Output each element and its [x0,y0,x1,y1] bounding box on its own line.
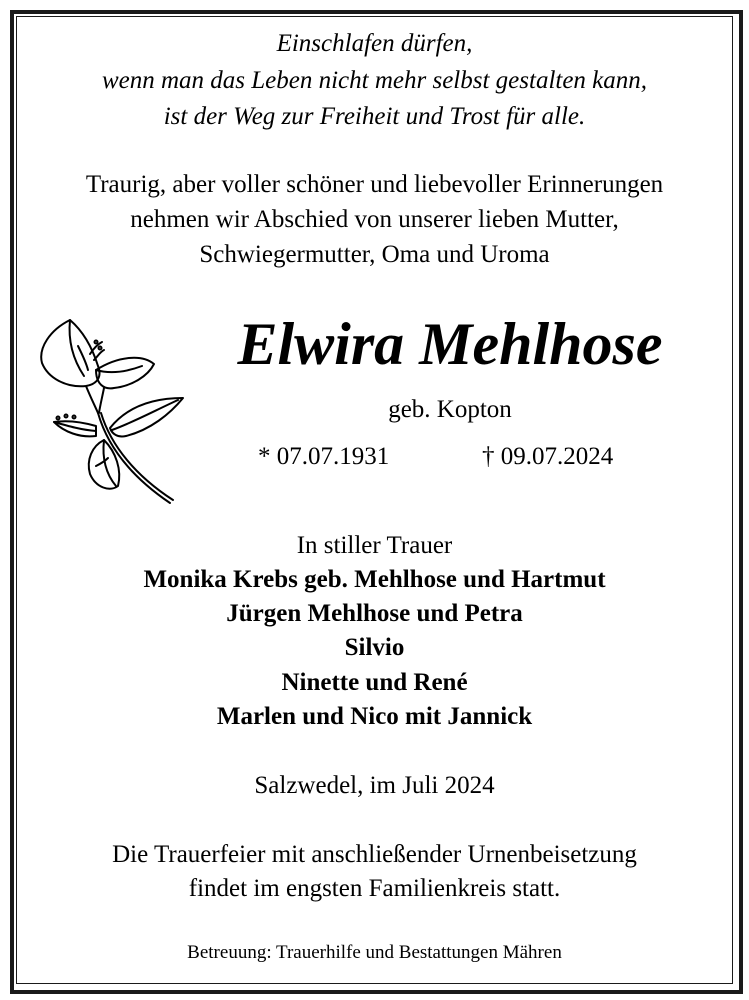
mourning-heading: In stiller Trauer [296,532,453,559]
mourner-2: Jürgen Mehlhose und Petra [226,600,523,627]
ceremony-line-2: findet im engsten Familienkreis statt. [188,875,561,902]
poem-line-3: ist der Weg zur Freiheit und Trost für alle. [163,103,586,130]
ceremony-line-1: Die Trauerfeier mit anschließender Urnenbeisetzung [112,841,637,868]
birth-date: * 07.07.1931 [258,443,390,470]
death-date: † 09.07.2024 [482,443,614,470]
funeral-home-credit: Betreuung: Trauerhilfe und Bestattungen Mähren [187,942,562,963]
intro-line-3: Schwiegermutter, Oma und Uroma [199,241,550,268]
intro-line-2: nehmen wir Abschied von unserer lieben Mutter, [130,206,619,233]
mourner-4: Ninette und René [281,669,468,696]
mourner-3: Silvio [344,634,405,661]
place-date: Salzwedel, im Juli 2024 [254,772,495,799]
poem-line-2: wenn man das Leben nicht mehr selbst gestalten kann, [101,67,648,94]
mourner-1: Monika Krebs geb. Mehlhose und Hartmut [143,566,606,593]
calla-lily-icon [38,318,188,508]
birth-name: geb. Kopton [388,396,512,423]
deceased-name: Elwira Mehlhose [237,311,663,377]
intro-line-1: Traurig, aber voller schöner und liebevoller Erinnerungen [85,171,664,198]
mourner-5: Marlen und Nico mit Jannick [216,703,533,730]
poem-line-1: Einschlafen dürfen, [276,30,473,57]
